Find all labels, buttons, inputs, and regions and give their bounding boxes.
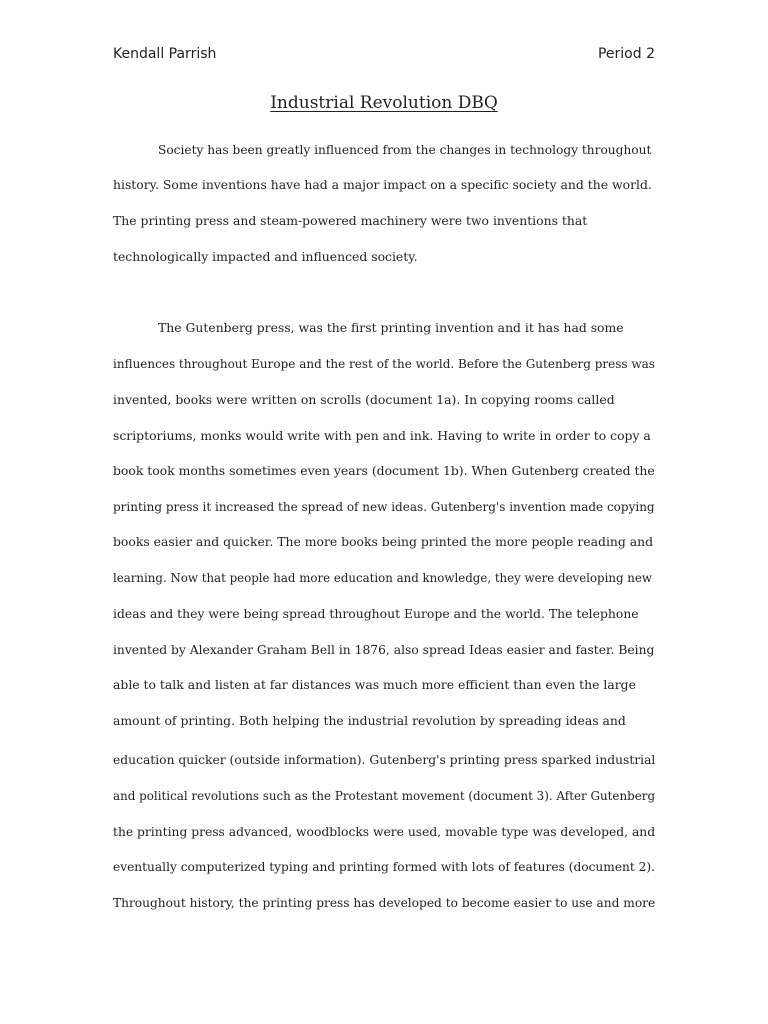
paragraph-line: education quicker (outside information). Gutenberg's printing press sparked industrial: [113, 753, 656, 767]
paragraph-line: history. Some inventions have had a major impact on a specific society and the world.: [113, 177, 652, 192]
paragraph-line: ideas and they were being spread throughout Europe and the world. The telephone: [113, 606, 639, 621]
paragraph-line: technologically impacted and influenced society.: [113, 249, 418, 264]
paragraph-line: Society has been greatly influenced from the changes in technology throughout: [158, 143, 652, 157]
paragraph-line: The Gutenberg press, was the first printing invention and it has had some: [158, 320, 624, 335]
paragraph-line: book took months sometimes even years (document 1b). When Gutenberg created the: [113, 463, 655, 478]
paragraph-line: able to talk and listen at far distances was much more efficient than even the large: [113, 677, 636, 692]
author-name: Kendall Parrish: [113, 46, 217, 62]
paragraph-line: scriptoriums, monks would write with pen and ink. Having to write in order to copy a: [113, 428, 651, 443]
paragraph-line: invented, books were written on scrolls (document 1a). In copying rooms called: [113, 392, 615, 407]
paragraph-line: influences throughout Europe and the rest of the world. Before the Gutenberg press was: [113, 357, 655, 371]
paragraph-line: Throughout history, the printing press has developed to become easier to use and more: [113, 896, 656, 910]
paragraph-line: The printing press and steam-powered machinery were two inventions that: [113, 213, 588, 228]
paragraph-line: printing press it increased the spread of new ideas. Gutenberg's invention made copying: [113, 500, 655, 514]
class-period: Period 2: [597, 46, 655, 62]
paragraph-line: amount of printing. Both helping the industrial revolution by spreading ideas and: [113, 713, 626, 728]
paragraph-line: invented by Alexander Graham Bell in 1876, also spread Ideas easier and faster. Being: [113, 643, 655, 657]
paragraph-line: eventually computerized typing and printing formed with lots of features (document 2).: [113, 860, 656, 874]
paragraph-line: the printing press advanced, woodblocks were used, movable type was developed, and: [113, 825, 656, 839]
paragraph-line: and political revolutions such as the Protestant movement (document 3). After Gutenberg: [113, 789, 656, 803]
paragraph-line: learning. Now that people had more education and knowledge, they were developing new: [113, 571, 652, 585]
document-title: Industrial Revolution DBQ: [270, 93, 498, 113]
paragraph-line: books easier and quicker. The more books being printed the more people reading and: [113, 534, 654, 549]
